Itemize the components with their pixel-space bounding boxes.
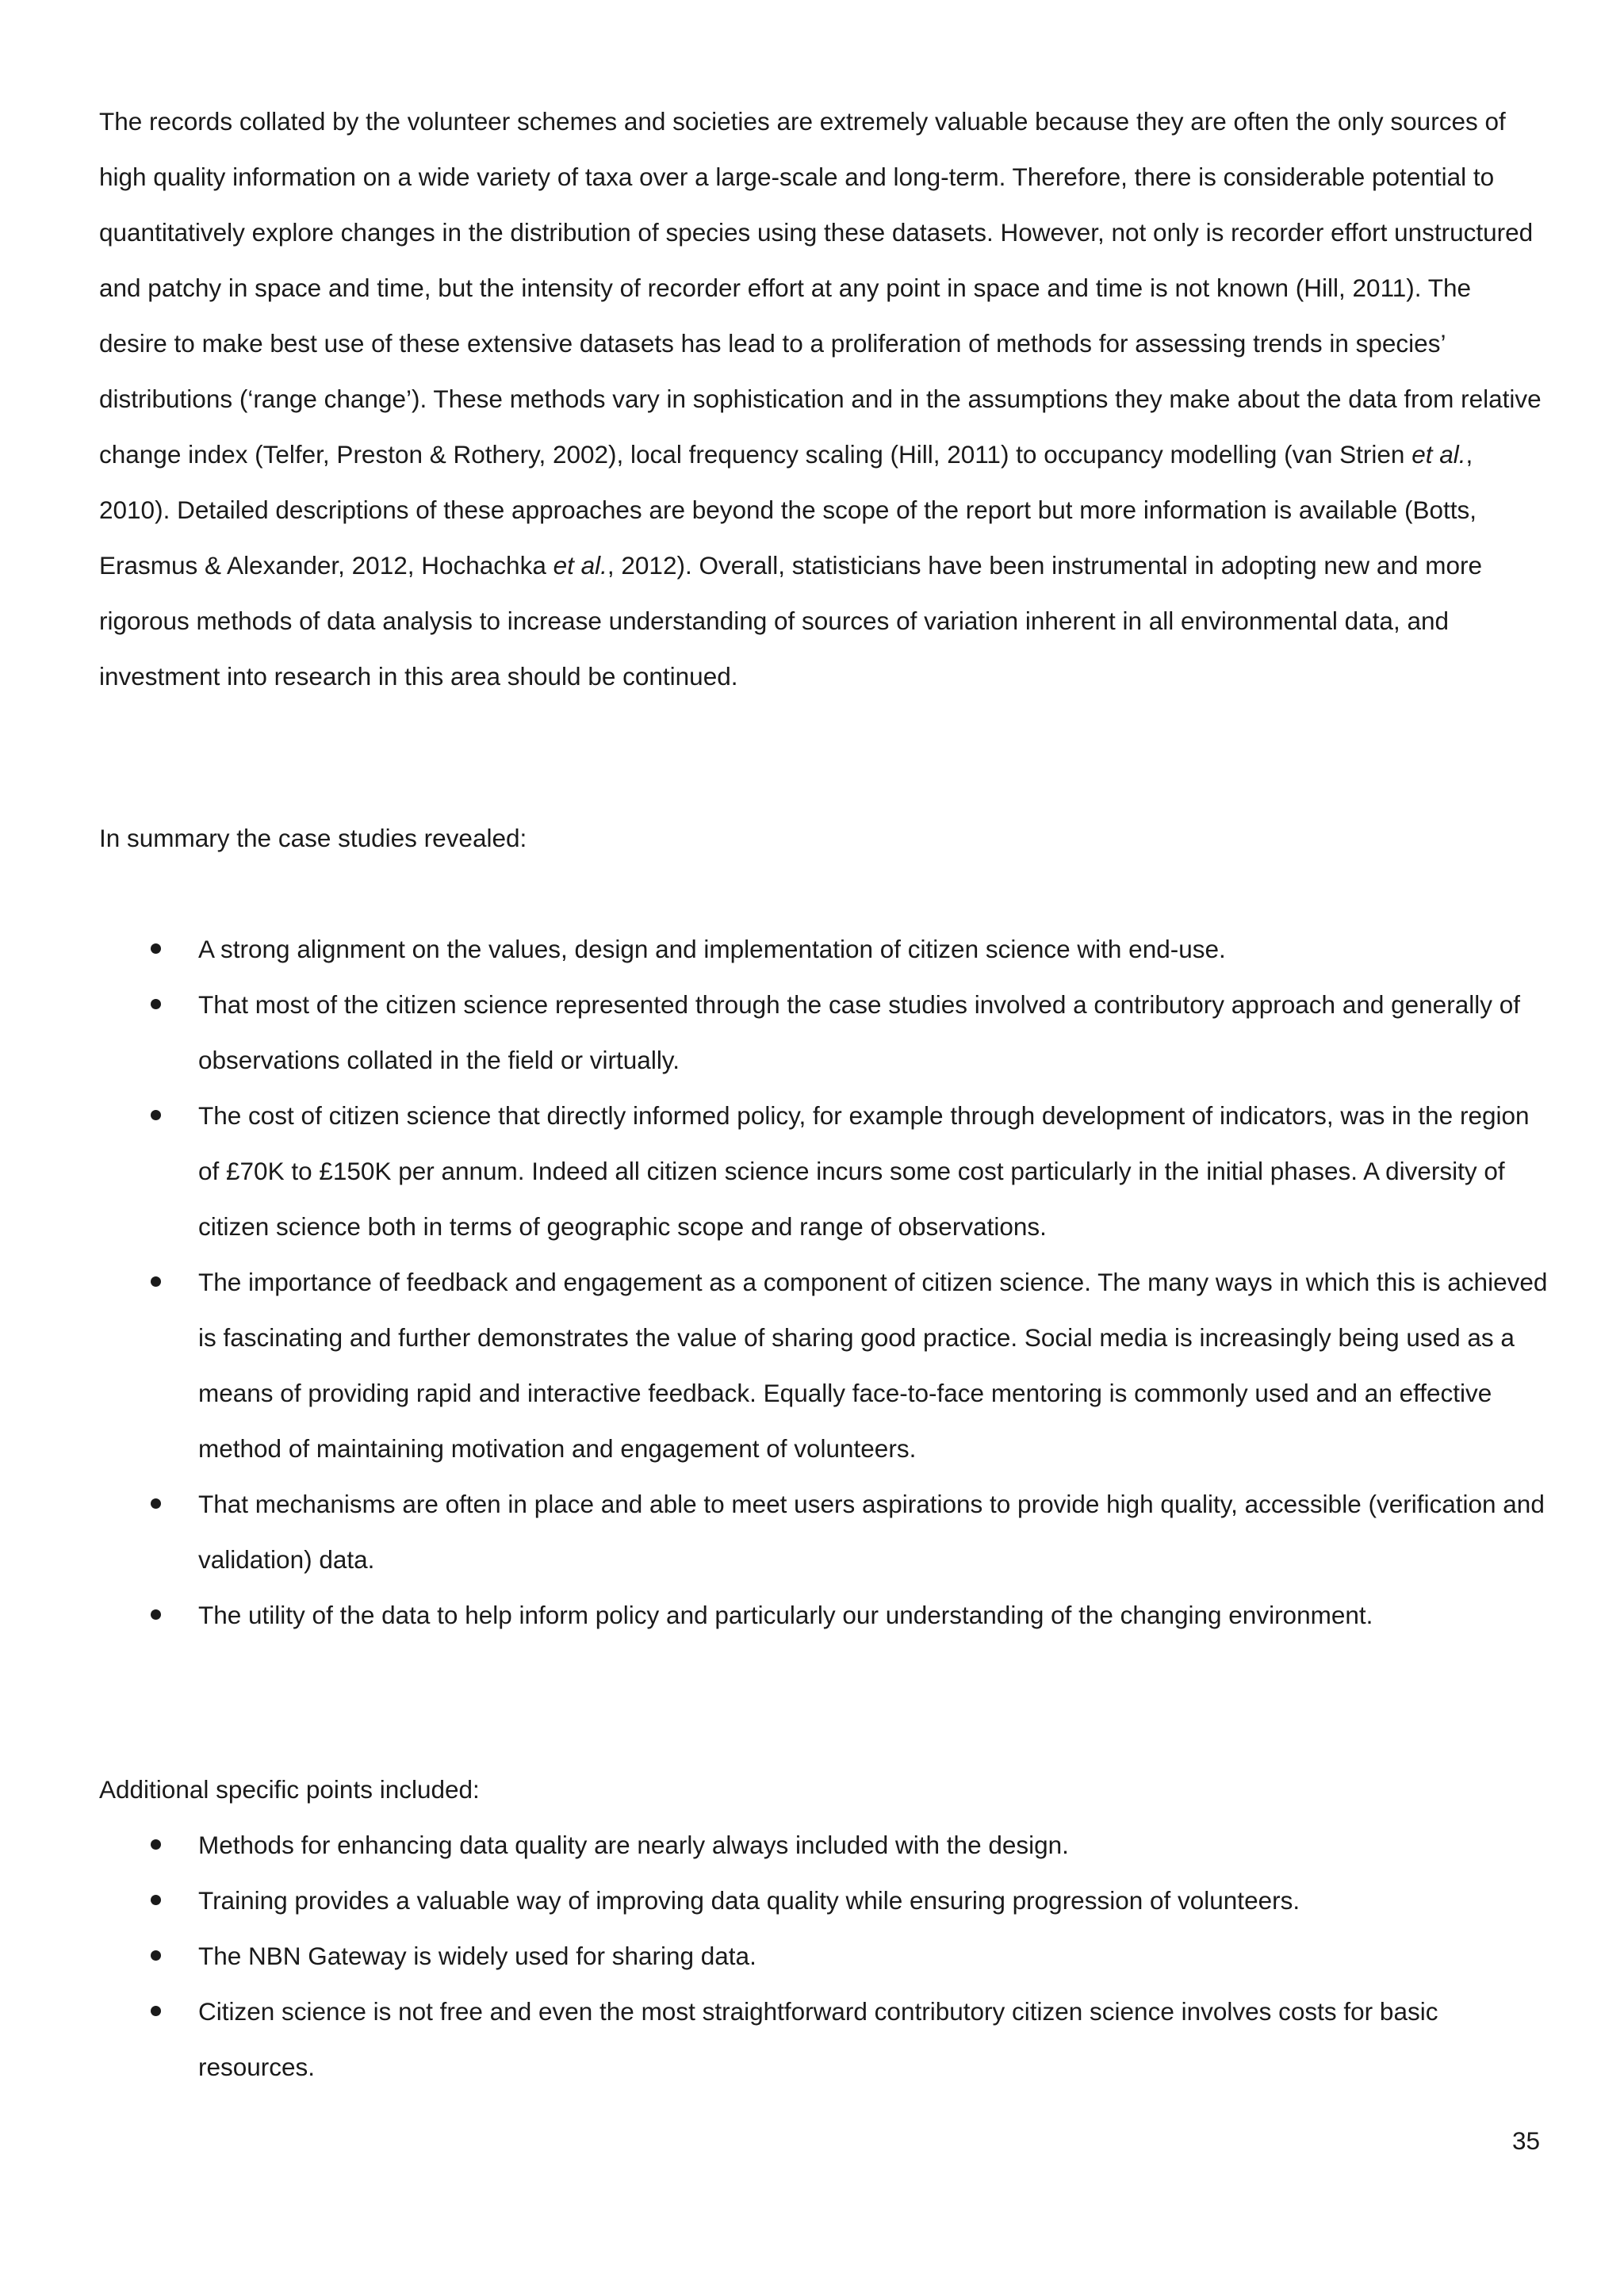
list-item <box>99 977 1550 1088</box>
list-item <box>99 1476 1550 1587</box>
body-paragraph <box>99 94 1542 704</box>
paragraph-text-2: , 2010). Detailed descriptions of these approaches are beyond the scope of the report but more information is available (Botts, Erasmus & Alexander, 2012, Hochachka <box>99 440 1477 580</box>
list-item-text: A strong alignment on the values, design and implementation of citizen science with end-use. <box>198 935 1226 963</box>
list-item-text: Methods for enhancing data quality are nearly always included with the design. <box>198 1831 1069 1859</box>
list-item-text: That most of the citizen science represented through the case studies involved a contributory approach and generally of observations collated in the field or virtually. <box>198 990 1520 1074</box>
list-item <box>99 921 1550 977</box>
list-item <box>99 1817 1550 1873</box>
bullet-icon <box>151 1895 161 1905</box>
list-item-text: The utility of the data to help inform policy and particularly our understanding of the changing environment. <box>198 1601 1373 1629</box>
bullet-icon <box>151 943 161 954</box>
bullet-icon <box>151 1276 161 1287</box>
list-item <box>99 1088 1550 1254</box>
list-item-text: Training provides a valuable way of improving data quality while ensuring progression of volunteers. <box>198 1886 1300 1915</box>
additional-intro: Additional specific points included: <box>99 1775 480 1804</box>
list-item <box>99 1984 1550 2095</box>
bullet-icon <box>151 1498 161 1509</box>
list-item-text: The NBN Gateway is widely used for sharing data. <box>198 1942 756 1970</box>
bullet-icon <box>151 1110 161 1120</box>
page-number: 35 <box>1511 2126 1540 2155</box>
list-item-text: That mechanisms are often in place and able to meet users aspirations to provide high quality, accessible (verification and validation) data. <box>198 1490 1545 1574</box>
et-al-italic-2: et al. <box>553 551 607 580</box>
paragraph-text-1: The records collated by the volunteer schemes and societies are extremely valuable because they are often the only sources of high quality information on a wide variety of taxa over a large-scale and long-term. Therefore, there is considerable potential to quantitatively explore changes in the distribution of species using these datasets. However, not only is recorder effort unstructured and patchy in space and time, but the intensity of recorder effort at any point in space and time is not known (Hill, 2011). The desire to make best use of these extensive datasets has lead to a proliferation of methods for assessing trends in species’ distributions (‘range change’). These methods vary in sophistication and in the assumptions they make about the data from relative change index (Telfer, Preston & Rothery, 2002), local frequency scaling (Hill, 2011) to occupancy modelling (van Strien <box>99 107 1542 469</box>
list-item-text: The importance of feedback and engagement as a component of citizen science. The many ways in which this is achieved is fascinating and further demonstrates the value of sharing good practice. Social media is increasingly being used as a means of providing rapid and interactive feedback. Equally face-to-face mentoring is commonly used and an effective method of maintaining motivation and engagement of volunteers. <box>198 1268 1548 1463</box>
bullet-icon <box>151 1950 161 1961</box>
list-item <box>99 1873 1550 1928</box>
list-item-text: The cost of citizen science that directly informed policy, for example through development of indicators, was in the region of £70K to £150K per annum. Indeed all citizen science incurs some cost particularly in the initial phases. A diversity of citizen science both in terms of geographic scope and range of observations. <box>198 1101 1530 1241</box>
bullet-icon <box>151 1609 161 1620</box>
summary-intro: In summary the case studies revealed: <box>99 824 527 852</box>
list-item <box>99 1928 1550 1984</box>
additional-list <box>99 1817 1550 2095</box>
bullet-icon <box>151 1839 161 1850</box>
et-al-italic-1: et al. <box>1411 440 1466 469</box>
paragraph-text-3: , 2012). Overall, statisticians have been instrumental in adopting new and more rigorous methods of data analysis to increase understanding of sources of variation inherent in all environmental data, and investment into research in this area should be continued. <box>99 551 1483 691</box>
bullet-icon <box>151 2006 161 2016</box>
list-item <box>99 1587 1550 1643</box>
list-item <box>99 1254 1550 1476</box>
list-item-text: Citizen science is not free and even the most straightforward contributory citizen science involves costs for basic resources. <box>198 1997 1438 2081</box>
summary-list <box>99 921 1550 1643</box>
bullet-icon <box>151 999 161 1009</box>
